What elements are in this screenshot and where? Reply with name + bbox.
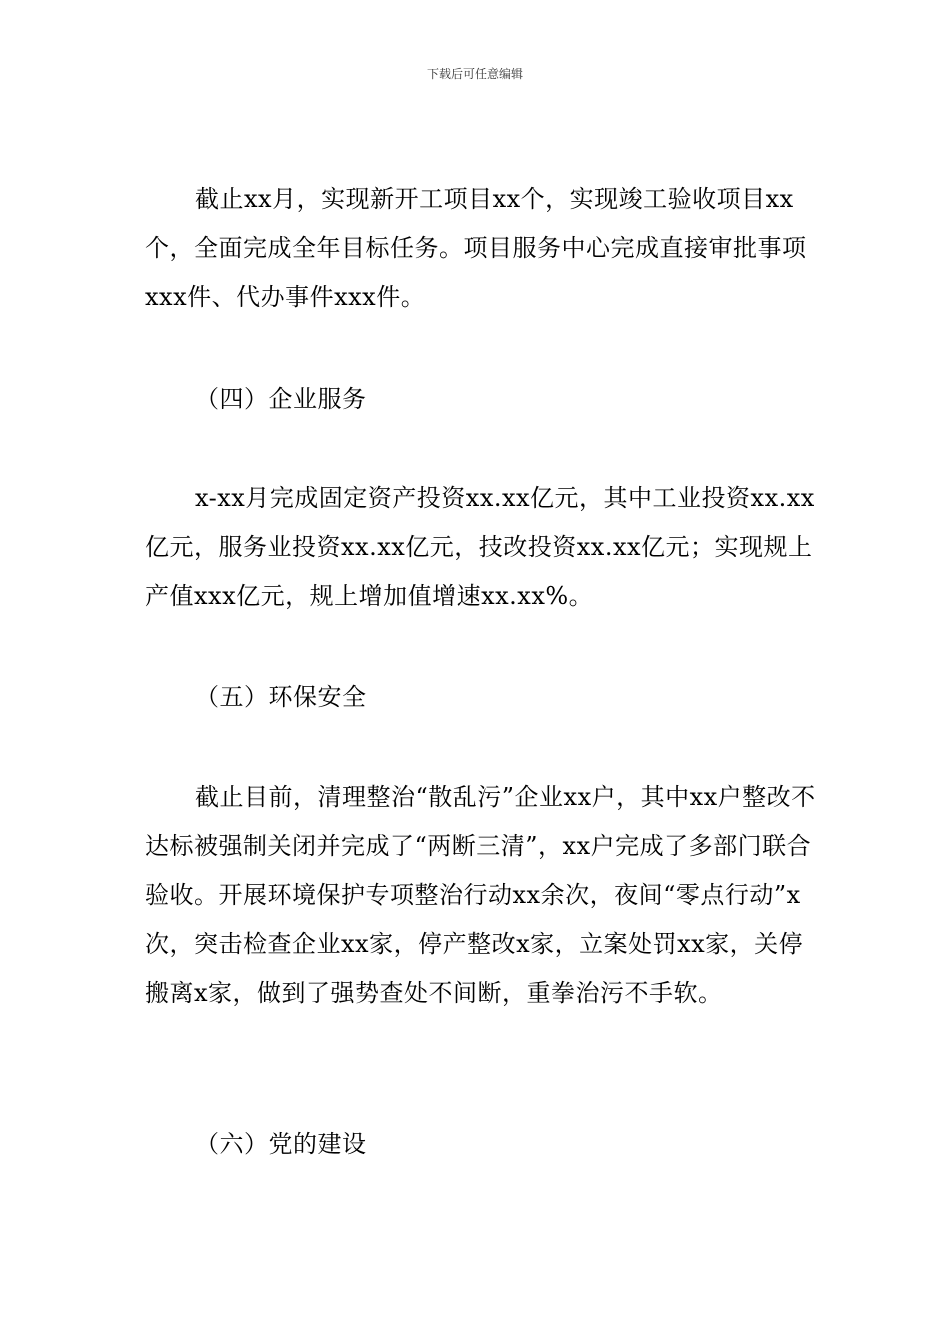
section-heading-enterprise-service: （四）企业服务	[195, 385, 367, 413]
section-heading-environment-safety: （五）环保安全	[195, 683, 367, 711]
section-heading-party-building: （六）党的建设	[195, 1130, 367, 1158]
page-header-note: 下载后可任意编辑	[426, 67, 523, 81]
paragraph-environment-rectification: 截止目前，清理整治“散乱污”企业xx户，其中xx户整改不达标被强制关闭并完成了“两断三清”，xx户完成了多部门联合验收。开展环境保护专项整治行动xx余次，夜间“零点行动”x次，突击检查企业xx家，停产整改x家，立案处罚xx家，关停搬离x家，做到了强势查处不间断，重拳治污不手软。	[145, 783, 816, 1007]
paragraph-investment: x-xx月完成固定资产投资xx.xx亿元，其中工业投资xx.xx亿元，服务业投资xx.xx亿元，技改投资xx.xx亿元；实现规上产值xxx亿元，规上增加值增速xx.xx%。	[145, 484, 815, 610]
paragraph-project-completion: 截止xx月，实现新开工项目xx个，实现竣工验收项目xx个，全面完成全年目标任务。项目服务中心完成直接审批事项xxx件、代办事件xxx件。	[145, 185, 807, 311]
